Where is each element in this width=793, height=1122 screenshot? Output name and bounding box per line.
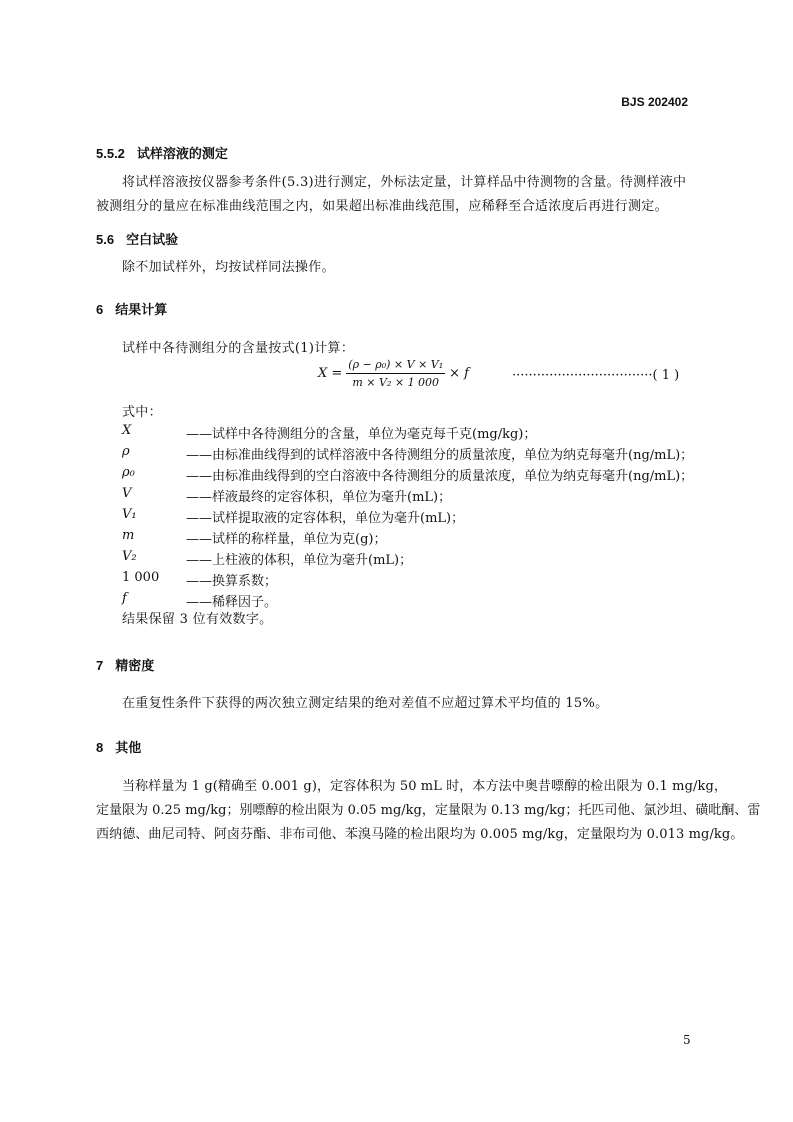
formula-fraction	[346, 358, 445, 389]
formula-denominator: m × V₂ × 1 000	[352, 376, 440, 389]
section-title: 结果计算	[115, 302, 168, 317]
section-title: 精密度	[115, 658, 155, 673]
paragraph-line: 定量限为 0.25 mg/kg；别嘌醇的检出限为 0.05 mg/kg，定量限为 0.13 mg/kg；托匹司他、氯沙坦、磺吡酮、雷	[96, 803, 761, 818]
section-title: 试样溶液的测定	[136, 146, 228, 161]
variable-symbol: X	[122, 423, 132, 438]
result-note: 结果保留 3 位有效数字。	[122, 612, 273, 627]
variable-symbol: V	[122, 486, 132, 501]
variable-description: ——试样的称样量，单位为克(g)；	[186, 532, 387, 547]
section-number: 5.6	[96, 232, 115, 247]
paragraph-line: 当称样量为 1 g(精确至 0.001 g)，定容体积为 50 mL 时，本方法中奥昔嘌醇的检出限为 0.1 mg/kg，	[122, 779, 727, 794]
paragraph-line: 将试样溶液按仪器参考条件(5.3)进行测定，外标法定量，计算样品中待测物的含量。待测样液中	[122, 175, 687, 190]
variable-row	[122, 423, 536, 444]
section-title: 空白试验	[126, 232, 179, 247]
paragraph: 除不加试样外，均按试样同法操作。	[122, 260, 335, 275]
variable-description: ——样液最终的定容体积，单位为毫升(mL)；	[186, 490, 452, 505]
section-heading-6	[96, 299, 167, 318]
variable-row	[122, 444, 693, 465]
section-title: 其他	[115, 740, 142, 755]
variable-row	[122, 549, 412, 570]
variable-description: ——由标准曲线得到的空白溶液中各待测组分的质量浓度，单位为纳克每毫升(ng/mL)；	[186, 469, 694, 484]
formula-1	[318, 358, 469, 389]
variable-symbol: ρ₀	[122, 465, 135, 480]
section-heading-5-6	[96, 229, 178, 248]
variable-row	[122, 528, 386, 549]
where-label: 式中：	[122, 405, 162, 420]
section-heading-8	[96, 737, 141, 756]
variable-symbol: m	[122, 528, 135, 543]
variable-description: ——试样中各待测组分的含量，单位为毫克每千克(mg/kg)；	[186, 427, 537, 442]
section-heading-5-5-2	[96, 143, 228, 162]
section-number: 6	[96, 302, 104, 317]
paragraph-line: 西纳德、曲尼司特、阿卤芬酯、非布司他、苯溴马隆的检出限均为 0.005 mg/kg，定量限均为 0.013 mg/kg。	[96, 827, 744, 842]
section-number: 7	[96, 658, 104, 673]
variable-description: ——换算系数；	[186, 574, 278, 589]
section-number: 8	[96, 740, 104, 755]
variable-symbol: 1 000	[122, 570, 160, 585]
section-heading-7	[96, 655, 154, 674]
variable-row	[122, 507, 464, 528]
document-code: BJS 202402	[621, 95, 688, 109]
paragraph-line: 被测组分的量应在标准曲线范围之内，如果超出标准曲线范围，应稀释至合适浓度后再进行测定。	[96, 199, 668, 214]
formula-numerator: (ρ − ρ₀) × V × V₁	[346, 358, 445, 374]
variable-row	[122, 570, 277, 591]
section-number: 5.5.2	[96, 146, 125, 161]
variable-description: ——上柱液的体积，单位为毫升(mL)；	[186, 553, 413, 568]
formula-lhs: X =	[318, 366, 343, 381]
variable-symbol: V₁	[122, 507, 137, 522]
variable-description: ——试样提取液的定容体积，单位为毫升(mL)；	[186, 511, 465, 526]
formula-rhs: × f	[449, 366, 469, 381]
variable-row	[122, 486, 451, 507]
paragraph: 在重复性条件下获得的两次独立测定结果的绝对差值不应超过算术平均值的 15%。	[122, 696, 609, 711]
variable-symbol: V₂	[122, 549, 137, 564]
formula-intro: 试样中各待测组分的含量按式(1)计算：	[122, 341, 355, 356]
variable-symbol: f	[122, 591, 127, 606]
variable-row	[122, 465, 693, 486]
variable-description: ——由标准曲线得到的试样溶液中各待测组分的质量浓度，单位为纳克每毫升(ng/mL)；	[186, 448, 694, 463]
page-number: 5	[683, 1033, 691, 1047]
formula-reference: ··································( 1 )	[512, 368, 680, 383]
variable-symbol: ρ	[122, 444, 130, 459]
variable-description: ——稀释因子。	[186, 595, 278, 610]
